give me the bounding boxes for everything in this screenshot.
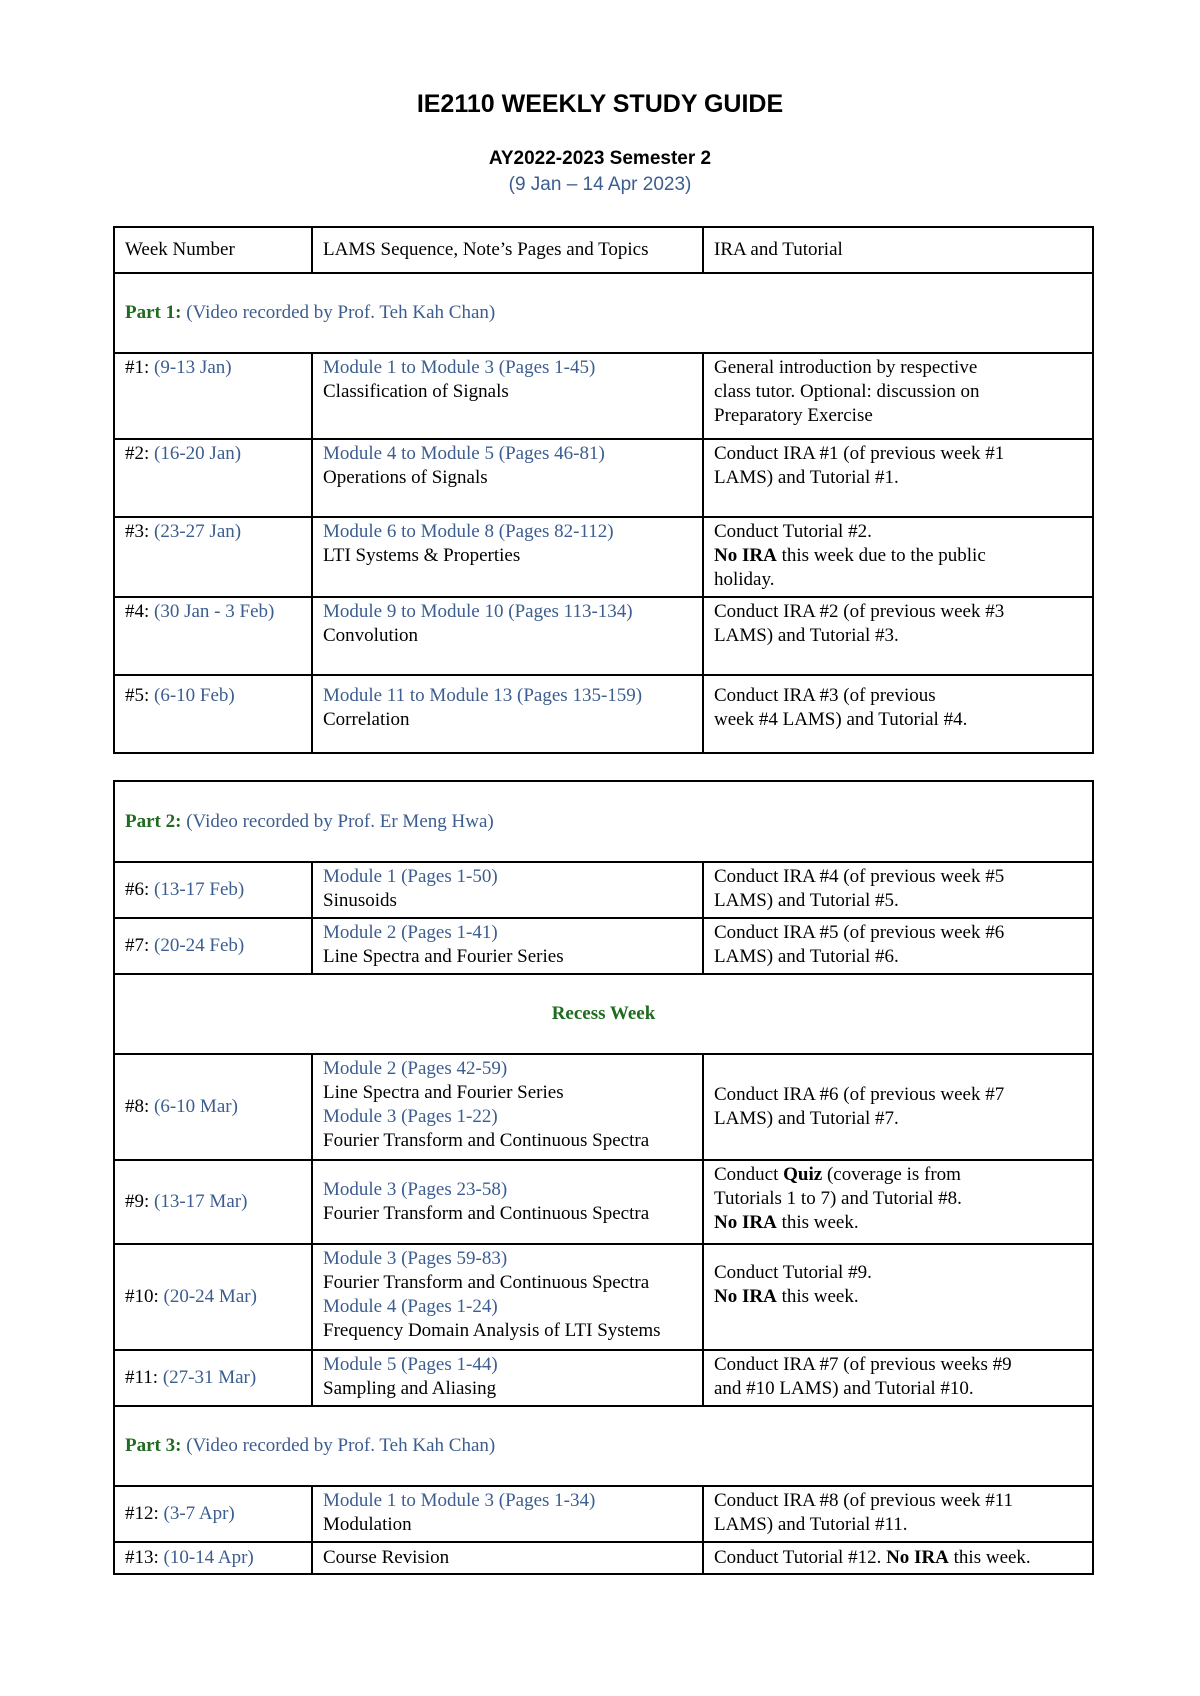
- ira-line: Conduct IRA #8 (of previous week #11: [714, 1490, 1014, 1511]
- module-pages: Module 6 to Module 8 (Pages 82-112): [323, 521, 614, 542]
- no-ira-emphasis: No IRA: [714, 1212, 777, 1233]
- recess-row: [114, 974, 1093, 1054]
- part2-label: Part 2:: [125, 810, 182, 832]
- ira-line: Tutorials 1 to 7) and Tutorial #8.: [714, 1188, 962, 1209]
- topic: Fourier Transform and Continuous Spectra: [323, 1130, 650, 1151]
- week-number: #2:: [125, 443, 150, 464]
- header-ira-tutorial: IRA and Tutorial: [703, 227, 1093, 273]
- week-number: #10:: [125, 1286, 159, 1307]
- recess-week-label: Recess Week: [551, 1003, 656, 1024]
- header-lams-sequence: LAMS Sequence, Note’s Pages and Topics: [312, 227, 703, 273]
- week-number: #6:: [125, 879, 150, 900]
- week-dates: (20-24 Feb): [154, 935, 245, 956]
- module-pages: Module 1 to Module 3 (Pages 1-45): [323, 357, 596, 378]
- week-dates: (23-27 Jan): [154, 521, 242, 542]
- week-number: #1:: [125, 357, 150, 378]
- header-week-number: Week Number: [114, 227, 312, 273]
- schedule-table-part2-3: [113, 780, 1094, 1575]
- part-heading-row: [114, 781, 1093, 862]
- ira-line: Conduct Tutorial #2.: [714, 521, 872, 542]
- table-row: [114, 1350, 1093, 1406]
- module-pages: Module 3 (Pages 1-22): [323, 1106, 498, 1127]
- ira-line: LAMS) and Tutorial #1.: [714, 467, 899, 488]
- week-dates: (6-10 Feb): [154, 685, 235, 706]
- no-ira-emphasis: No IRA: [714, 1286, 777, 1307]
- topic: Sampling and Aliasing: [323, 1378, 497, 1399]
- ira-line: LAMS) and Tutorial #6.: [714, 946, 899, 967]
- module-pages: Module 11 to Module 13 (Pages 135-159): [323, 685, 643, 706]
- part1-note: (Video recorded by Prof. Teh Kah Chan): [186, 302, 496, 323]
- topic: Operations of Signals: [323, 467, 488, 488]
- ira-line: Conduct Tutorial #9.: [714, 1262, 872, 1283]
- topic: Line Spectra and Fourier Series: [323, 1082, 564, 1103]
- table-row: [114, 597, 1093, 675]
- ira-line: LAMS) and Tutorial #7.: [714, 1108, 899, 1129]
- topic: Classification of Signals: [323, 381, 509, 402]
- table-header-row: [114, 227, 1093, 273]
- table-row: [114, 353, 1093, 439]
- module-pages: Module 2 (Pages 1-41): [323, 922, 498, 943]
- module-pages: Module 3 (Pages 59-83): [323, 1248, 508, 1269]
- week-number: #7:: [125, 935, 150, 956]
- ira-line: (coverage is from: [822, 1164, 961, 1185]
- ira-line: LAMS) and Tutorial #3.: [714, 625, 899, 646]
- ira-line: this week due to the public: [776, 545, 986, 566]
- topic: Correlation: [323, 709, 410, 730]
- semester-subtitle: AY2022-2023 Semester 2: [488, 148, 712, 169]
- ira-line: Conduct IRA #4 (of previous week #5: [714, 866, 1005, 887]
- ira-line: Conduct Tutorial #12.: [714, 1547, 887, 1568]
- module-pages: Module 3 (Pages 23-58): [323, 1179, 508, 1200]
- part3-label: Part 3:: [125, 1435, 182, 1456]
- week-dates: (9-13 Jan): [154, 357, 232, 378]
- week-dates: (10-14 Apr): [163, 1547, 254, 1568]
- topic: Fourier Transform and Continuous Spectra: [323, 1203, 650, 1224]
- topic: Convolution: [323, 625, 419, 646]
- ira-line: and #10 LAMS) and Tutorial #10.: [714, 1378, 974, 1399]
- week-number: #13:: [125, 1547, 159, 1568]
- week-dates: (13-17 Feb): [154, 879, 245, 900]
- ira-line: Conduct IRA #6 (of previous week #7: [714, 1084, 1005, 1105]
- week-dates: (16-20 Jan): [154, 443, 242, 464]
- table-row: [114, 1542, 1093, 1574]
- week-dates: (13-17 Mar): [154, 1191, 248, 1212]
- ira-line: Preparatory Exercise: [714, 405, 873, 426]
- schedule-table-part1: [113, 226, 1094, 754]
- ira-line: Conduct: [714, 1164, 784, 1185]
- week-dates: (3-7 Apr): [163, 1503, 235, 1524]
- week-number: #9:: [125, 1191, 150, 1212]
- document-title: IE2110 WEEKLY STUDY GUIDE: [416, 90, 784, 118]
- part-heading-row: [114, 1406, 1093, 1486]
- module-pages: Module 9 to Module 10 (Pages 113-134): [323, 601, 633, 622]
- week-number: #3:: [125, 521, 150, 542]
- ira-line: this week.: [776, 1286, 859, 1307]
- topic: Fourier Transform and Continuous Spectra: [323, 1272, 650, 1293]
- module-pages: Module 4 to Module 5 (Pages 46-81): [323, 443, 605, 464]
- table-row: [114, 862, 1093, 918]
- part-heading-row: [114, 273, 1093, 353]
- quiz-emphasis: Quiz: [783, 1164, 823, 1185]
- table-row: [114, 439, 1093, 517]
- week-number: #5:: [125, 685, 150, 706]
- ira-line: Conduct IRA #1 (of previous week #1: [714, 443, 1005, 464]
- ira-line: holiday.: [714, 569, 775, 590]
- ira-line: week #4 LAMS) and Tutorial #4.: [714, 709, 968, 730]
- week-number: #11:: [125, 1367, 159, 1388]
- topic: Modulation: [323, 1514, 412, 1535]
- module-pages: Module 1 to Module 3 (Pages 1-34): [323, 1490, 596, 1511]
- table-row: [114, 517, 1093, 597]
- ira-line: LAMS) and Tutorial #11.: [714, 1514, 908, 1535]
- ira-line: this week.: [948, 1547, 1031, 1568]
- module-pages: Module 2 (Pages 42-59): [323, 1058, 508, 1079]
- no-ira-emphasis: No IRA: [714, 545, 777, 566]
- table-row: [114, 1054, 1093, 1160]
- part1-label: Part 1:: [125, 302, 182, 323]
- ira-line: this week.: [776, 1212, 859, 1233]
- no-ira-emphasis: No IRA: [886, 1547, 949, 1568]
- table-row: [114, 675, 1093, 753]
- ira-line: Conduct IRA #7 (of previous weeks #9: [714, 1354, 1012, 1375]
- part2-note: (Video recorded by Prof. Er Meng Hwa): [186, 810, 494, 832]
- table-row: [114, 1160, 1093, 1244]
- ira-line: Conduct IRA #5 (of previous week #6: [714, 922, 1005, 943]
- table-row: [114, 1486, 1093, 1542]
- ira-line: General introduction by respective: [714, 357, 978, 378]
- ira-line: class tutor. Optional: discussion on: [714, 381, 980, 402]
- ira-line: Conduct IRA #3 (of previous: [714, 685, 936, 706]
- week-dates: (6-10 Mar): [154, 1096, 238, 1117]
- topic: Course Revision: [323, 1547, 450, 1568]
- part3-note: (Video recorded by Prof. Teh Kah Chan): [186, 1435, 496, 1456]
- module-pages: Module 5 (Pages 1-44): [323, 1354, 498, 1375]
- topic: Line Spectra and Fourier Series: [323, 946, 564, 967]
- ira-line: Conduct IRA #2 (of previous week #3: [714, 601, 1005, 622]
- table-row: [114, 918, 1093, 974]
- week-number: #12:: [125, 1503, 159, 1524]
- topic: Sinusoids: [323, 890, 397, 911]
- topic: Frequency Domain Analysis of LTI Systems: [323, 1320, 661, 1341]
- module-pages: Module 1 (Pages 1-50): [323, 866, 498, 887]
- week-dates: (30 Jan - 3 Feb): [154, 601, 275, 622]
- table-row: [114, 1244, 1093, 1350]
- week-number: #8:: [125, 1096, 150, 1117]
- week-dates: (27-31 Mar): [162, 1367, 257, 1388]
- week-number: #4:: [125, 601, 150, 622]
- ira-line: LAMS) and Tutorial #5.: [714, 890, 899, 911]
- semester-date-range: (9 Jan – 14 Apr 2023): [508, 174, 692, 195]
- week-dates: (20-24 Mar): [163, 1286, 257, 1307]
- module-pages: Module 4 (Pages 1-24): [323, 1296, 498, 1317]
- topic: LTI Systems & Properties: [323, 545, 521, 566]
